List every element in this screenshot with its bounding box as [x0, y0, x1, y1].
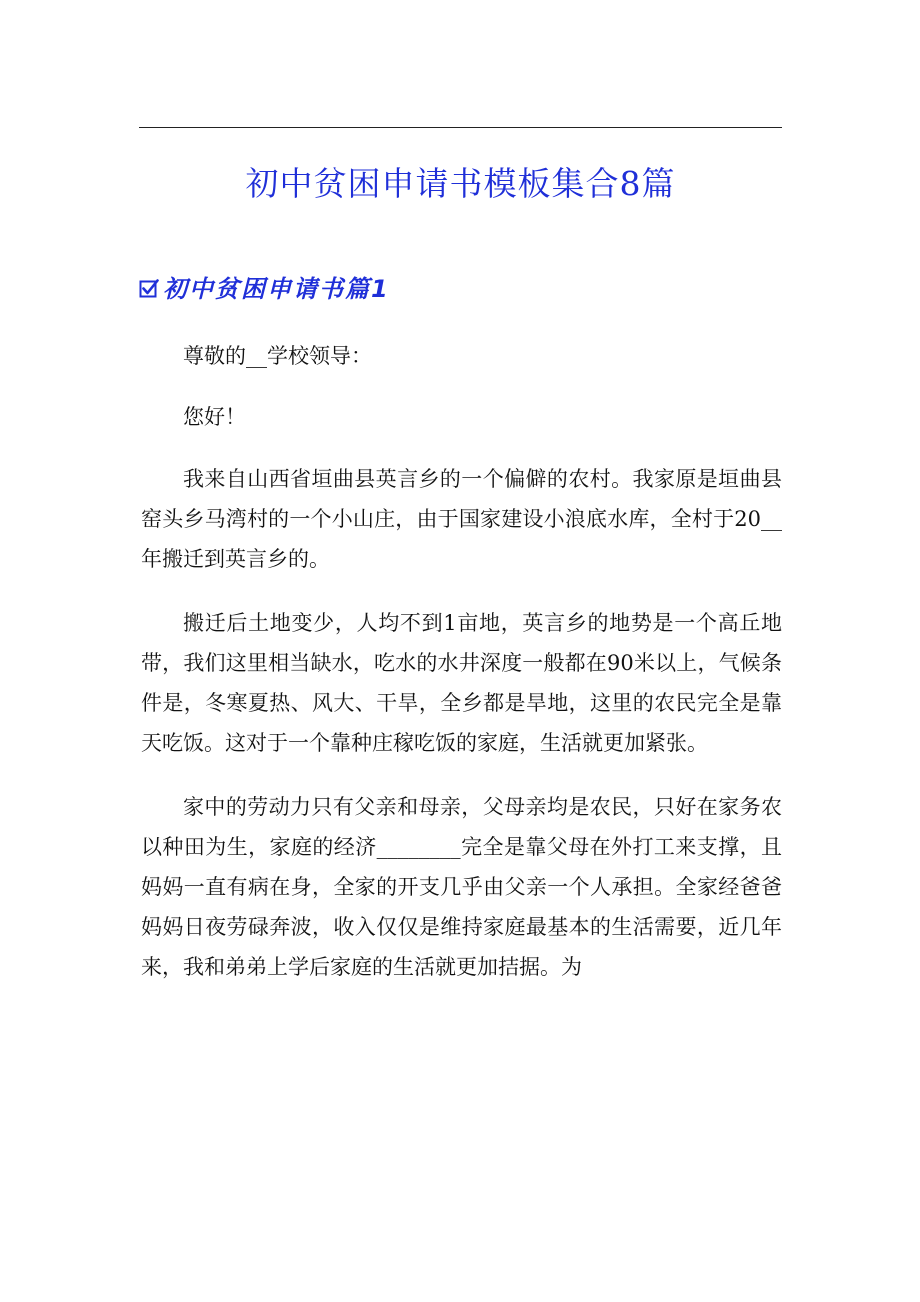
document-body [141, 336, 782, 987]
document-title: 初中贫困申请书模板集合8篇 [245, 164, 676, 203]
header-rule [139, 127, 782, 128]
greeting: 您好！ [183, 405, 246, 429]
section-heading-text: 初中贫困申请书篇1 [163, 275, 390, 303]
salutation: 尊敬的__学校领导： [183, 344, 372, 368]
paragraph: 家中的劳动力只有父亲和母亲，父母亲均是农民，只好在家务农以种田为生，家庭的经济________完全是靠父母在外打工来支撑，且妈妈一直有病在身，全家的开支几乎由父亲一个人承担。全家经爸爸妈妈日夜劳碌奔波，收入仅仅是维持家庭最基本的生活需要，近几年来，我和弟弟上学后家庭的生活就更加拮据。为 [141, 795, 782, 979]
paragraph: 我来自山西省垣曲县英言乡的一个偏僻的农村。我家原是垣曲县窑头乡马湾村的一个小山庄，由于国家建设小浪底水库，全村于20__年搬迁到英言乡的。 [141, 467, 782, 571]
paragraph: 搬迁后土地变少，人均不到1亩地，英言乡的地势是一个高丘地带，我们这里相当缺水，吃水的水井深度一般都在90米以上，气候条件是，冬寒夏热、风大、干旱，全乡都是旱地，这里的农民完全是靠天吃饭。这对于一个靠种庄稼吃饭的家庭，生活就更加紧张。 [141, 611, 782, 755]
checkbox-checked-icon [139, 279, 159, 299]
section-heading [139, 272, 782, 306]
